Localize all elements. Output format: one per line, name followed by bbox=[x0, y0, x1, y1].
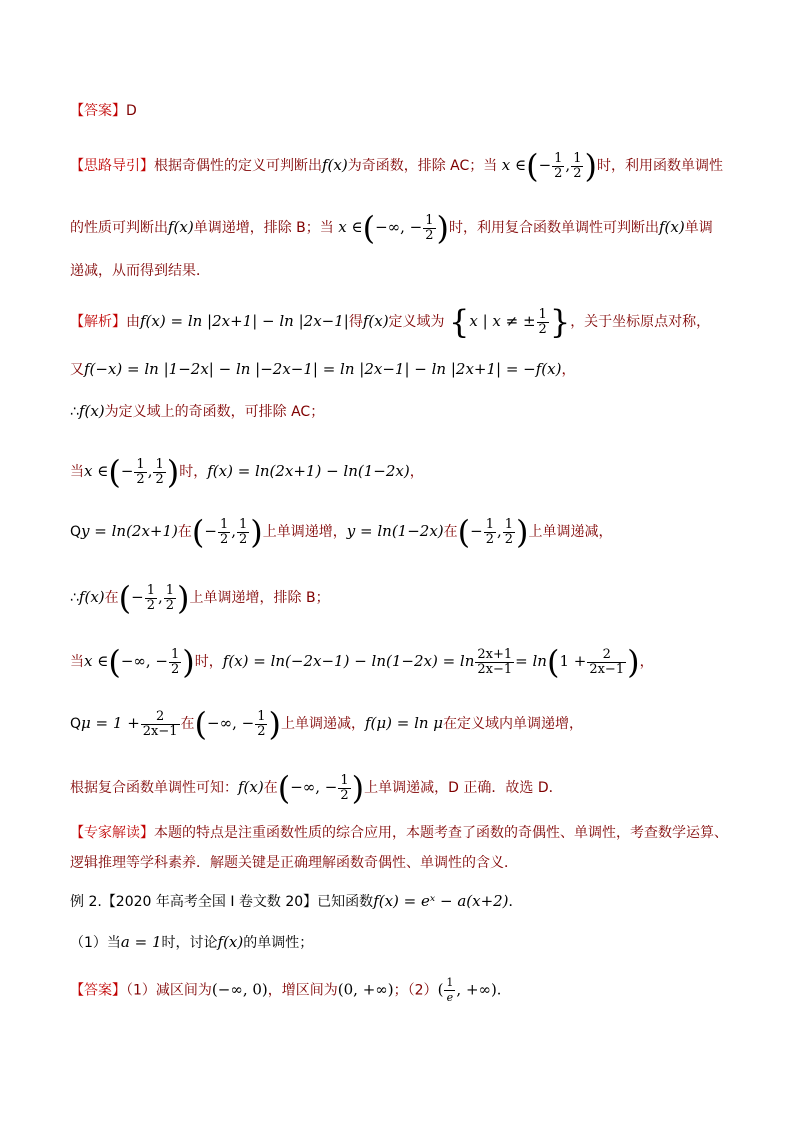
math-x-in: x ∈ bbox=[338, 218, 363, 236]
interval-paren-left: ( bbox=[194, 705, 208, 743]
therefore-symbol: ∴ bbox=[70, 590, 79, 606]
math-fx: f(x) bbox=[78, 402, 105, 420]
math-y-ln-1-minus-2x: y = ln(1−2x) bbox=[346, 522, 444, 540]
frac-num: 1 bbox=[239, 516, 248, 532]
math-comma: , bbox=[496, 522, 502, 540]
interval-paren-right: ) bbox=[250, 513, 263, 551]
frac-num: 2 bbox=[602, 646, 611, 662]
frac-den: 2 bbox=[171, 661, 180, 677]
math-comma: , bbox=[565, 156, 571, 174]
analysis4-text-c: ， bbox=[409, 464, 424, 480]
expert-text-1: 本题的特点是注重函数性质的综合应用，本题考查了函数的奇偶性、单调性，考查数学运算、 bbox=[154, 825, 728, 841]
frac-num: 1 bbox=[573, 150, 582, 166]
math-fx-expanded: f(x) = ln(2x+1) − ln(1−2x) bbox=[207, 462, 410, 480]
frac-den: 2 bbox=[485, 531, 494, 547]
frac-den: 2 bbox=[165, 597, 175, 613]
interval-paren-left: ( bbox=[277, 769, 291, 807]
question-text-a: （1）当 bbox=[70, 935, 121, 951]
analysis6-text-b: 上单调递增，排除 B； bbox=[189, 590, 330, 606]
interval-paren-left: ( bbox=[108, 643, 121, 681]
guide3-text: 递减，从而得到结果． bbox=[70, 263, 210, 279]
expert-tag: 【专家解读】 bbox=[70, 825, 154, 841]
analysis-line-5 bbox=[70, 513, 613, 551]
analysis-line-8 bbox=[70, 705, 584, 743]
paren-left: ( bbox=[546, 643, 560, 681]
analysis5-text-c: 在 bbox=[443, 524, 458, 540]
math-plus-inf: , +∞) bbox=[456, 980, 497, 999]
math-a-equals-1: a = 1 bbox=[120, 933, 162, 951]
frac-den: 2 bbox=[573, 165, 582, 181]
frac-den: 2 bbox=[219, 531, 229, 547]
frac-num: 1 bbox=[340, 772, 349, 788]
math-fx: f(x) bbox=[238, 778, 264, 796]
analysis4-text-a: 当 bbox=[70, 464, 84, 480]
analysis-text-c: 定义域为 bbox=[388, 314, 445, 330]
frac-den: 2 bbox=[136, 471, 145, 487]
because-symbol: Q bbox=[70, 716, 82, 732]
interval-paren-right: ) bbox=[182, 643, 195, 681]
fraction-half bbox=[169, 648, 181, 677]
analysis3-text: 为定义域上的奇函数，可排除 AC； bbox=[104, 404, 325, 420]
expert-line-1 bbox=[70, 826, 728, 840]
fraction-two-over bbox=[141, 710, 180, 739]
frac-num: 1 bbox=[136, 456, 145, 472]
analysis8-text-b: 上单调递减， bbox=[280, 716, 365, 732]
fraction-half bbox=[218, 518, 230, 547]
interval-paren-left: ( bbox=[362, 209, 376, 247]
expert-text-2: 逻辑推理等学科素养．解题关键是正确理解函数奇偶性、单调性的含义． bbox=[70, 855, 518, 871]
expert-line-2 bbox=[70, 856, 518, 870]
frac-den: 2 bbox=[425, 227, 434, 243]
frac-den: 2 bbox=[146, 597, 155, 613]
analysis2-text-b: ， bbox=[561, 362, 576, 378]
analysis-line-9 bbox=[70, 769, 563, 807]
math-neg: − bbox=[204, 522, 217, 540]
analysis7-text-a: 当 bbox=[70, 654, 84, 670]
frac-num: 1 bbox=[257, 708, 266, 724]
analysis9-text-a: 根据复合函数单调性可知： bbox=[70, 780, 238, 796]
math-mu-def: μ = 1 + bbox=[81, 714, 140, 732]
analysis-line-6 bbox=[70, 579, 330, 617]
math-neg: − bbox=[131, 588, 144, 606]
guide2-text-a: 的性质可判断出 bbox=[70, 220, 168, 236]
answer-tag: 【答案】 bbox=[70, 982, 126, 999]
math-neg: − bbox=[120, 462, 134, 480]
frac-den: 2x−1 bbox=[477, 661, 513, 677]
interval-paren-right: ) bbox=[584, 147, 597, 185]
analysis6-text-a: 在 bbox=[104, 590, 119, 606]
fraction-half bbox=[145, 584, 157, 613]
frac-num: 1 bbox=[155, 456, 164, 472]
analysis5-text-b: 上单调递增， bbox=[262, 524, 347, 540]
math-neg: − bbox=[538, 156, 552, 174]
frac-den: 2 bbox=[239, 531, 248, 547]
analysis-line-2 bbox=[70, 362, 575, 377]
interval-paren-right: ) bbox=[177, 579, 190, 617]
math-x-in: x ∈ bbox=[84, 462, 109, 480]
analysis4-text-b: 时， bbox=[179, 464, 208, 480]
fraction-half bbox=[484, 518, 496, 547]
math-fx: f(x) bbox=[217, 933, 244, 951]
frac-num: 1 bbox=[425, 212, 434, 228]
question-text-c: 的单调性； bbox=[243, 935, 314, 951]
fraction-half bbox=[338, 774, 350, 803]
analysis-line-1 bbox=[70, 303, 711, 341]
fraction-one-over-e bbox=[444, 976, 455, 1005]
math-neg-inf: −∞, − bbox=[290, 778, 338, 796]
analysis5-text-a: 在 bbox=[177, 524, 192, 540]
analysis-text-b: 得 bbox=[348, 314, 363, 330]
math-fx: f(x) bbox=[659, 218, 685, 236]
frac-num: 1 bbox=[504, 516, 514, 532]
answer2-period: ． bbox=[496, 982, 511, 999]
frac-num: 2 bbox=[156, 708, 165, 724]
frac-den: 2 bbox=[504, 531, 514, 547]
guide-text-b: 为奇函数，排除 AC；当 bbox=[347, 158, 498, 174]
math-neg-inf: −∞, − bbox=[120, 652, 168, 670]
frac-den: 2 bbox=[257, 723, 266, 739]
frac-num: 1 bbox=[171, 646, 180, 662]
analysis8-text-c: 在定义域内单调递增， bbox=[443, 716, 584, 732]
analysis-line-7 bbox=[70, 643, 654, 681]
interval-paren-left: ( bbox=[108, 453, 121, 491]
math-comma: , bbox=[157, 588, 163, 606]
math-fx: f(x) bbox=[168, 218, 194, 236]
frac-den: 2x−1 bbox=[142, 723, 178, 739]
answer2-text-a: （1）减区间为 bbox=[126, 982, 212, 999]
frac-den: 2 bbox=[340, 787, 349, 803]
math-comma: , bbox=[231, 522, 237, 540]
guide2-text-c: 时，利用复合函数单调性可判断出 bbox=[449, 220, 659, 236]
answer-text: D bbox=[126, 103, 137, 119]
frac-num: 1 bbox=[538, 306, 547, 322]
frac-den: 2x−1 bbox=[589, 661, 625, 677]
analysis2-text-a: 又 bbox=[70, 362, 84, 378]
frac-den: e bbox=[444, 990, 455, 1005]
math-y-ln-2x-plus-1: y = ln(2x+1) bbox=[81, 522, 178, 540]
because-symbol: Q bbox=[70, 524, 82, 540]
answer2-text-c: ；（2） bbox=[393, 982, 438, 999]
fraction-two-over bbox=[587, 648, 626, 677]
guide-line-3 bbox=[70, 264, 210, 278]
frac-num: 1 bbox=[554, 150, 563, 166]
answer-line-1 bbox=[70, 104, 137, 118]
math-interval-increase: (0, +∞) bbox=[337, 980, 394, 999]
set-brace-left: { bbox=[449, 303, 470, 341]
fraction-half bbox=[537, 308, 549, 337]
frac-num: 2x+1 bbox=[477, 646, 513, 662]
frac-den: 2 bbox=[554, 165, 563, 181]
analysis-text-d: ，关于坐标原点对称， bbox=[570, 314, 711, 330]
analysis7-text-c: ， bbox=[639, 654, 654, 670]
guide-tag: 【思路导引】 bbox=[70, 158, 154, 174]
analysis5-text-d: 上单调递减， bbox=[528, 524, 613, 540]
therefore-symbol: ∴ bbox=[70, 404, 79, 420]
analysis-text-a: 由 bbox=[126, 314, 140, 330]
fraction-half-2 bbox=[503, 518, 515, 547]
guide2-text-d: 单调 bbox=[684, 220, 713, 236]
fraction-half bbox=[134, 458, 146, 487]
analysis9-text-c: 上单调递减，D 正确．故选 D． bbox=[364, 780, 563, 796]
math-f-mu: f(μ) = ln μ bbox=[364, 714, 444, 732]
frac-num: 1 bbox=[485, 516, 494, 532]
analysis9-text-b: 在 bbox=[263, 780, 278, 796]
guide-line-2 bbox=[70, 209, 713, 247]
analysis7-text-b: 时， bbox=[194, 654, 223, 670]
guide-line-1 bbox=[70, 147, 723, 185]
analysis-tag: 【解析】 bbox=[70, 314, 126, 330]
example-heading: 例 2.【2020 年高考全国 I 卷文数 20】已知函数 bbox=[70, 894, 374, 910]
question-line bbox=[70, 935, 313, 950]
example-line bbox=[70, 894, 523, 909]
analysis8-text-a: 在 bbox=[180, 716, 195, 732]
guide-text-c: 时，利用函数单调性 bbox=[596, 158, 723, 174]
analysis-line-3 bbox=[70, 404, 324, 419]
math-domain-set: x | x ≠ ± bbox=[469, 312, 536, 330]
math-comma: , bbox=[147, 462, 153, 480]
interval-paren-left: ( bbox=[191, 513, 205, 551]
guide2-text-b: 单调递增，排除 B；当 bbox=[193, 220, 334, 236]
question-text-b: 时，讨论 bbox=[161, 935, 218, 951]
frac-num: 1 bbox=[146, 582, 155, 598]
frac-num: 1 bbox=[165, 582, 175, 598]
example-period: ． bbox=[508, 894, 523, 910]
interval-paren-right: ) bbox=[166, 453, 180, 491]
math-neg: − bbox=[470, 522, 483, 540]
answer2-text-b: ，增区间为 bbox=[267, 982, 338, 999]
answer-tag: 【答案】 bbox=[70, 103, 126, 119]
frac-num: 1 bbox=[219, 516, 229, 532]
fraction-half-2 bbox=[237, 518, 249, 547]
math-open-paren: ( bbox=[437, 980, 444, 999]
math-one-plus: 1 + bbox=[559, 652, 587, 670]
math-example-fx: f(x) = eˣ − a(x+2) bbox=[373, 892, 509, 910]
math-fx-log-ratio: f(x) = ln(−2x−1) − ln(1−2x) = ln bbox=[222, 652, 475, 670]
interval-paren-right: ) bbox=[516, 513, 529, 551]
fraction-half-2 bbox=[571, 152, 583, 181]
math-f-neg-x: f(−x) = ln |1−2x| − ln |−2x−1| = ln |2x−1| − ln |2x+1| = −f(x) bbox=[84, 360, 562, 378]
interval-paren-right: ) bbox=[268, 705, 281, 743]
interval-paren-left: ( bbox=[118, 579, 132, 617]
interval-paren-right: ) bbox=[351, 769, 365, 807]
interval-paren-right: ) bbox=[436, 209, 449, 247]
fraction-half-2 bbox=[164, 584, 176, 613]
math-neg-inf: −∞, − bbox=[375, 218, 423, 236]
math-fx: f(x) bbox=[362, 312, 389, 330]
math-fx: f(x) bbox=[78, 588, 105, 606]
fraction-half-2 bbox=[153, 458, 165, 487]
analysis-line-4 bbox=[70, 453, 424, 491]
math-fx: f(x) bbox=[322, 156, 348, 174]
math-fx-definition: f(x) = ln |2x+1| − ln |2x−1| bbox=[140, 312, 349, 330]
frac-den: 2 bbox=[538, 321, 547, 337]
interval-paren-left: ( bbox=[457, 513, 471, 551]
frac-num: 1 bbox=[446, 976, 454, 989]
frac-den: 2 bbox=[155, 471, 164, 487]
set-brace-right: } bbox=[549, 303, 571, 341]
math-x-in: x ∈ bbox=[84, 652, 109, 670]
math-equals-ln: = ln bbox=[515, 652, 547, 670]
math-neg-inf: −∞, − bbox=[207, 714, 255, 732]
fraction-half bbox=[255, 710, 267, 739]
math-x-in: x ∈ bbox=[501, 156, 527, 174]
math-interval-decrease: (−∞, 0) bbox=[211, 980, 268, 999]
fraction-half bbox=[423, 214, 435, 243]
guide-text-a: 根据奇偶性的定义可判断出 bbox=[154, 158, 322, 174]
interval-paren-left: ( bbox=[526, 147, 539, 185]
fraction-ratio bbox=[475, 648, 514, 677]
fraction-half bbox=[552, 152, 564, 181]
paren-right: ) bbox=[627, 643, 640, 681]
answer-line-2 bbox=[70, 976, 511, 1005]
